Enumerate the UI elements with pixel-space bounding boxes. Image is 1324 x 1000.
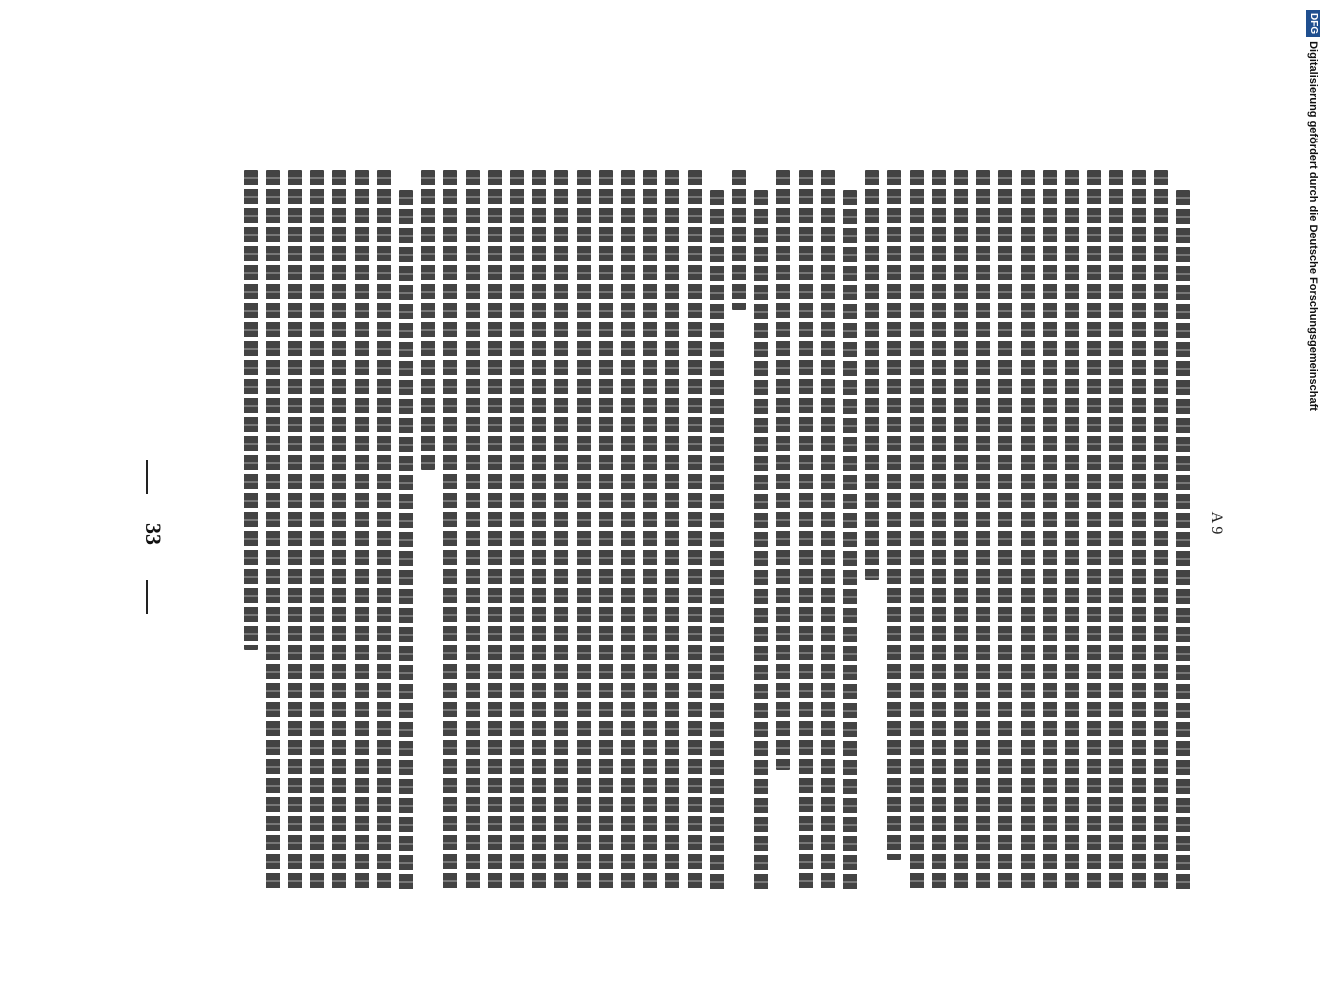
text-line (355, 170, 369, 890)
dfg-logo: DFG (1306, 10, 1320, 37)
text-line (377, 170, 391, 890)
text-line (954, 170, 968, 890)
text-line (932, 170, 946, 890)
page-number: 33 (141, 523, 166, 545)
text-line (799, 170, 813, 890)
text-line (865, 170, 879, 580)
text-line (1021, 170, 1035, 890)
text-line (976, 170, 990, 890)
text-line (488, 170, 502, 890)
text-line (621, 170, 635, 890)
text-line (466, 170, 480, 890)
text-line (665, 170, 679, 890)
text-line (244, 170, 258, 650)
text-line (399, 190, 413, 890)
text-line (710, 190, 724, 890)
text-line (332, 170, 346, 890)
digitization-note-text: Digitalisierung gefördert durch die Deutsche Forschungsgemeinschaft (1307, 41, 1319, 411)
text-line (1065, 170, 1079, 890)
page-number-dash-top (146, 460, 148, 494)
text-line (998, 170, 1012, 890)
text-line (577, 170, 591, 890)
text-line (754, 190, 768, 890)
text-line (288, 170, 302, 890)
text-line (1154, 170, 1168, 890)
text-line (1087, 170, 1101, 890)
text-line (421, 170, 435, 470)
text-line (821, 170, 835, 890)
text-line (887, 170, 901, 860)
text-line (1043, 170, 1057, 890)
text-line (688, 170, 702, 890)
text-line (776, 170, 790, 770)
text-line (310, 170, 324, 890)
page-number-dash-bottom (146, 580, 148, 614)
text-line (1132, 170, 1146, 890)
text-line (643, 170, 657, 890)
text-line (266, 170, 280, 890)
digitization-note (1300, 10, 1320, 411)
text-line (599, 170, 613, 890)
signature-mark: A 9 (1208, 511, 1225, 535)
text-line (843, 190, 857, 890)
text-line (532, 170, 546, 890)
text-line (732, 170, 746, 310)
text-line (554, 170, 568, 890)
text-line (510, 170, 524, 890)
text-line (1176, 190, 1190, 890)
text-line (1109, 170, 1123, 890)
body-text-block (160, 170, 1190, 970)
text-line (443, 170, 457, 890)
text-line (910, 170, 924, 890)
